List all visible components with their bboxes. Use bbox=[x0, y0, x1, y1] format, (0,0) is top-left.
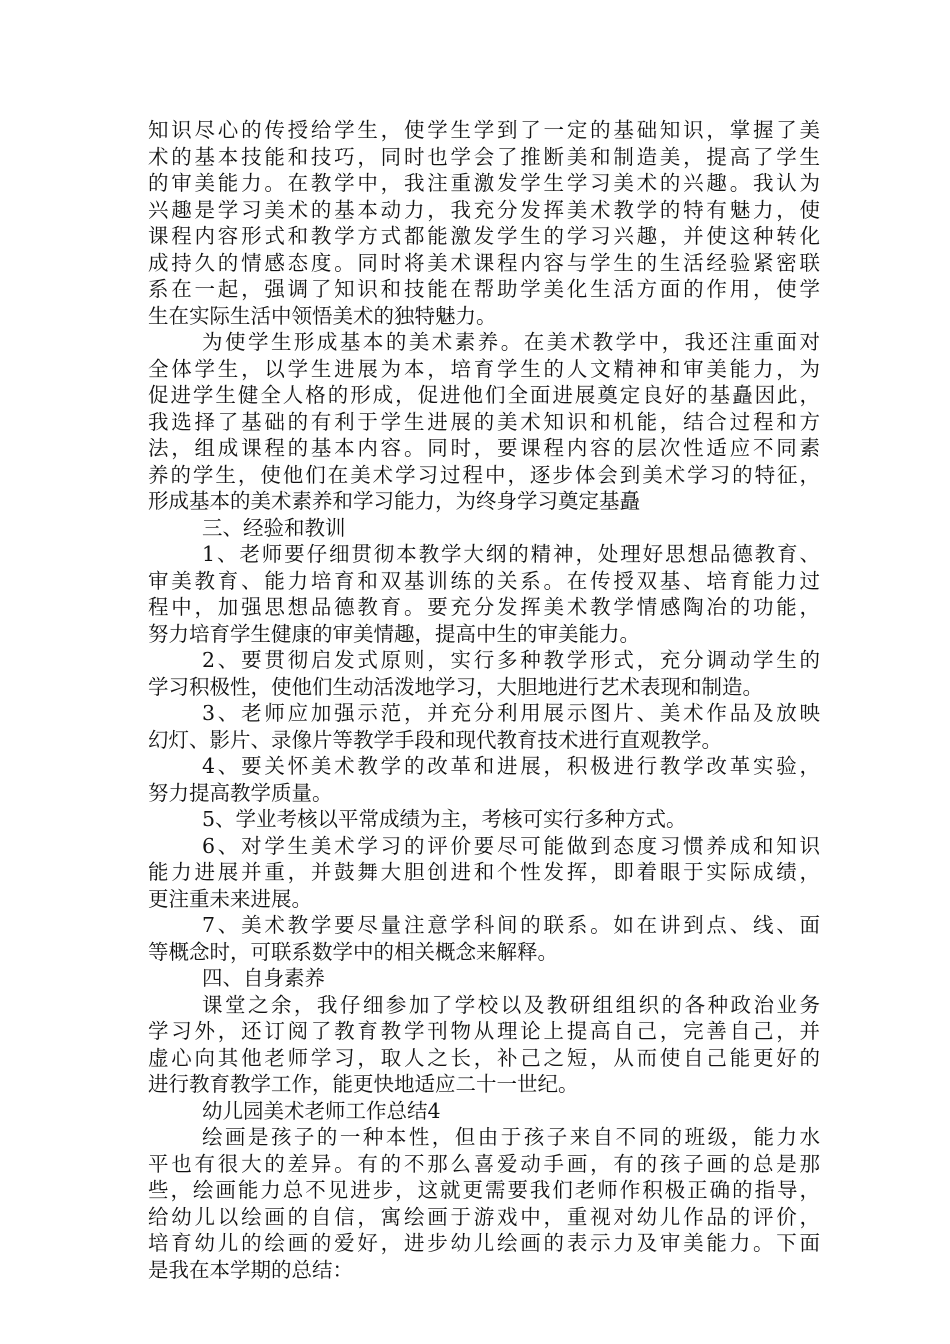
text-line: 虚心向其他老师学习，取人之长，补己之短，从而使自己能更好的 bbox=[148, 1045, 820, 1070]
text-line: 审美教育、能力培育和双基训练的关系。在传授双基、培育能力过 bbox=[148, 568, 820, 593]
text-line: 三、经验和教训 bbox=[202, 515, 346, 540]
text-line: 兴趣是学习美术的基本动力，我充分发挥美术教学的特有魅力，使 bbox=[148, 197, 820, 222]
text-line: 促进学生健全人格的形成，促进他们全面进展奠定良好的基矗因此， bbox=[148, 383, 820, 407]
text-line: 学习外，还订阅了教育教学刊物从理论上提高自己，完善自己，并 bbox=[148, 1019, 820, 1043]
text-line: 全体学生，以学生进展为本，培育学生的人文精神和审美能力，为 bbox=[148, 356, 820, 381]
text-line: 4、要关怀美术教学的改革和进展，积极进行教学改革实验， bbox=[202, 754, 820, 778]
text-line: 1、老师要仔细贯彻本教学大纲的精神，处理好思想品德教育、 bbox=[202, 542, 820, 566]
text-line: 四、自身素养 bbox=[202, 966, 325, 990]
text-line: 养的学生，使他们在美术学习过程中，逐步体会到美术学习的特征， bbox=[148, 462, 820, 487]
text-line: 努力提高教学质量。 bbox=[148, 780, 333, 805]
text-line: 法，组成课程的基本内容。同时，要课程内容的层次性适应不同素 bbox=[148, 436, 820, 460]
text-line: 生在实际生活中领悟美术的独特魅力。 bbox=[148, 303, 497, 328]
text-line: 更注重未来进展。 bbox=[148, 886, 312, 911]
text-line: 程中，加强思想品德教育。要充分发挥美术教学情感陶冶的功能， bbox=[148, 595, 820, 619]
text-line: 成持久的情感态度。同时将美术课程内容与学生的生活经验紧密联 bbox=[148, 250, 820, 275]
text-line: 等概念时，可联系数学中的相关概念来解释。 bbox=[148, 939, 558, 964]
text-line: 的审美能力。在教学中，我注重激发学生学习美术的兴趣。我认为 bbox=[148, 171, 820, 195]
text-line: 形成基本的美术素养和学习能力，为终身学习奠定基矗 bbox=[148, 489, 640, 513]
text-line: 平也有很大的差异。有的不那么喜爱动手画，有的孩子画的总是那 bbox=[148, 1151, 820, 1176]
document-body bbox=[148, 117, 820, 1283]
text-line: 课堂之余，我仔细参加了学校以及教研组组织的各种政治业务 bbox=[202, 992, 820, 1017]
text-line: 进行教育教学工作，能更快地适应二十一世纪。 bbox=[148, 1072, 579, 1096]
text-line: 些，绘画能力总不见进步，这就更需要我们老师作积极正确的指导， bbox=[148, 1178, 820, 1202]
text-line: 学习积极性，使他们生动活泼地学习，大胆地进行艺术表现和制造。 bbox=[148, 674, 763, 699]
text-line: 培育幼儿的绘画的爱好，进步幼儿绘画的表示力及审美能力。下面 bbox=[148, 1231, 820, 1255]
text-line: 绘画是孩子的一种本性，但由于孩子来自不同的班级，能力水 bbox=[202, 1125, 820, 1149]
text-line: 能力进展并重，并鼓舞大胆创进和个性发挥，即着眼于实际成绩， bbox=[148, 860, 820, 884]
text-line: 6、对学生美术学习的评价要尽可能做到态度习惯养成和知识 bbox=[202, 833, 820, 858]
text-line: 2、要贯彻启发式原则，实行多种教学形式，充分调动学生的 bbox=[202, 648, 820, 672]
text-line: 努力培育学生健康的审美情趣，提高中生的审美能力。 bbox=[148, 621, 640, 646]
text-line: 知识尽心的传授给学生，使学生学到了一定的基础知识，掌握了美 bbox=[148, 118, 820, 142]
text-line: 是我在本学期的总结： bbox=[148, 1257, 353, 1282]
text-line: 我选择了基础的有利于学生进展的美术知识和机能，结合过程和方 bbox=[148, 409, 820, 434]
text-line: 术的基本技能和技巧，同时也学会了推断美和制造美，提高了学生 bbox=[148, 144, 820, 169]
text-line: 3、老师应加强示范，并充分利用展示图片、美术作品及放映 bbox=[202, 701, 820, 725]
text-line: 5、学业考核以平常成绩为主，考核可实行多种方式。 bbox=[202, 807, 687, 831]
text-line: 给幼儿以绘画的自信，寓绘画于游戏中，重视对幼儿作品的评价， bbox=[148, 1204, 820, 1229]
text-line: 为使学生形成基本的美术素养。在美术教学中，我还注重面对 bbox=[202, 330, 820, 354]
text-line: 系在一起，强调了知识和技能在帮助学美化生活方面的作用，使学 bbox=[148, 277, 820, 301]
text-line: 幼儿园美术老师工作总结4 bbox=[202, 1098, 441, 1123]
text-line: 7、美术教学要尽量注意学科间的联系。如在讲到点、线、面 bbox=[202, 913, 820, 937]
text-line: 幻灯、影片、录像片等教学手段和现代教育技术进行直观教学。 bbox=[148, 727, 722, 752]
text-line: 课程内容形式和教学方式都能激发学生的学习兴趣，并使这种转化 bbox=[148, 224, 820, 248]
